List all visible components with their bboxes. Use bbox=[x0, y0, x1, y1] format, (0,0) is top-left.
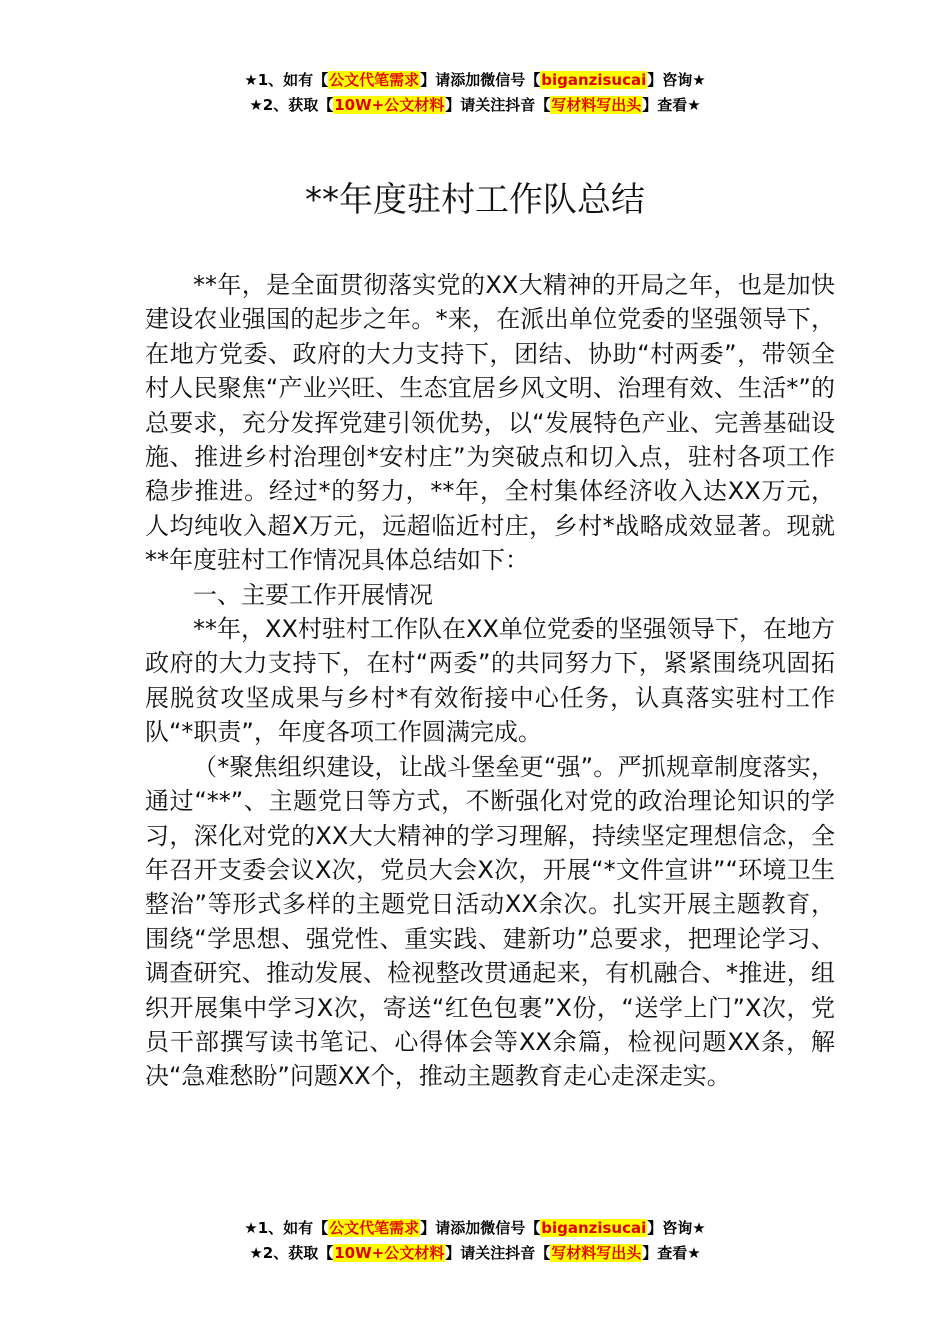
promo-banner-top bbox=[0, 68, 950, 118]
section-heading-main-work: 一、主要工作开展情况 bbox=[193, 580, 433, 609]
paragraph-intro: **年，是全面贯彻落实党的XX大精神的开局之年，也是加快建设农业强国的起步之年。*来，在派出单位党委的坚强领导下，在地方党委、政府的大力支持下，团结、协助“村两委”，带领全村人民聚焦“产业兴旺、生态宜居乡风文明、治理有效、生活*”的总要求，充分发挥党建引领优势，以“发展特色产业、完善基础设施、推进乡村治理创*安村庄”为突破点和切入点，驻村各项工作稳步推进。经过*的努力，**年，全村集体经济收入达XX万元，人均纯收入超X万元，远超临近村庄，乡村*战略成效显著。现就**年度驻村工作情况具体总结如下： bbox=[145, 271, 835, 575]
promo-line-1: ★1、如有【公文代笔需求】请添加微信号【biganzisucai】咨询★ bbox=[244, 71, 706, 89]
document-body bbox=[145, 268, 835, 1094]
highlight-ghostwriting: 公文代笔需求 bbox=[329, 1219, 420, 1237]
highlight-wechat-id: biganzisucai bbox=[541, 1219, 647, 1237]
paragraph-organization-building: （*聚焦组织建设，让战斗堡垒更“强”。严抓规章制度落实，通过“**”、主题党日等方式，不断强化对党的政治理论知识的学习，深化对党的XX大大精神的学习理解，持续坚定理想信念，全年召开支委会议X次，党员大会X次，开展“*文件宣讲”“环境卫生整治”等形式多样的主题党日活动XX余次。扎实开展主题教育，围绕“学思想、强党性、重实践、建新功”总要求，把理论学习、调查研究、推动发展、检视整改贯通起来，有机融合、*推进，组织开展集中学习X次，寄送“红色包裹”X份，“送学上门”X次，党员干部撰写读书笔记、心得体会等XX余篇，检视问题XX条，解决“急难愁盼”问题XX个，推动主题教育走心走深走实。 bbox=[145, 752, 835, 1091]
paragraph-overview: **年，XX村驻村工作队在XX单位党委的坚强领导下，在地方政府的大力支持下，在村“两委”的共同努力下，紧紧围绕巩固拓展脱贫攻坚成果与乡村*有效衔接中心任务，认真落实驻村工作队“*职责”，年度各项工作圆满完成。 bbox=[145, 615, 835, 747]
promo-banner-bottom bbox=[0, 1216, 950, 1266]
promo-line-2: ★2、获取【10W+公文材料】请关注抖音【写材料写出头】查看★ bbox=[249, 1244, 701, 1262]
highlight-wechat-id: biganzisucai bbox=[541, 71, 647, 89]
highlight-douyin-account: 写材料写出头 bbox=[551, 96, 642, 114]
highlight-douyin-account: 写材料写出头 bbox=[551, 1244, 642, 1262]
promo-line-2: ★2、获取【10W+公文材料】请关注抖音【写材料写出头】查看★ bbox=[249, 96, 701, 114]
promo-line-1: ★1、如有【公文代笔需求】请添加微信号【biganzisucai】咨询★ bbox=[244, 1219, 706, 1237]
document-title: **年度驻村工作队总结 bbox=[305, 180, 645, 220]
highlight-materials: 10W+公文材料 bbox=[334, 96, 445, 114]
highlight-materials: 10W+公文材料 bbox=[334, 1244, 445, 1262]
highlight-ghostwriting: 公文代笔需求 bbox=[329, 71, 420, 89]
